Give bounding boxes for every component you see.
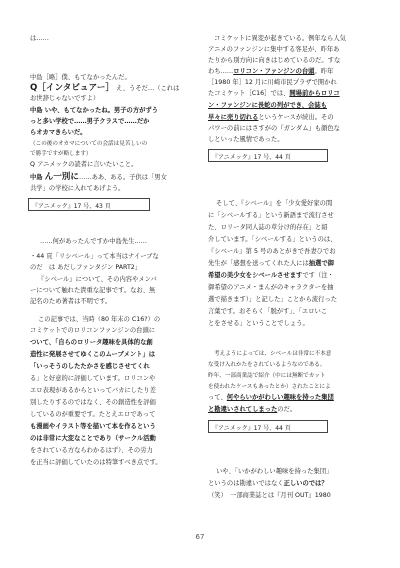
speaker-label: 中島 — [30, 174, 43, 181]
highlight-text: 開場前からロリコ — [289, 90, 340, 97]
emphasis-text: ん一別に — [44, 172, 79, 182]
paragraph-line: た、ロリータ同人誌の草分け的存在」と紹 — [208, 224, 328, 231]
editor-note: で勝手ですが略します） — [30, 151, 92, 157]
quote-line: パワーの前にはさすがの『ガンダム』も顔色な — [208, 125, 340, 132]
paragraph-line: ーについて触れた貴重な記事です。なお、無 — [30, 287, 156, 294]
paragraph-line: 御希望のアニメ・まんがのキャラクターを抽 — [208, 284, 334, 291]
paragraph-line: を正当に評価していたのは特筆すべき点です。 — [30, 459, 162, 466]
quote-line: 昨年、一部商業誌で紹介（中には無断でカット — [208, 373, 326, 379]
editor-note: （この後のオカマについての会話は見苦しいの — [30, 141, 148, 147]
paragraph-line: しているのが重要です。たとえエロであって — [30, 411, 156, 418]
paragraph-line: 造性に発展させてゆくこのムーブメント」は — [30, 351, 156, 358]
article-title: ・44 頁「リシベール」って本当はナイーブな — [30, 253, 159, 260]
question-label: Q［インタビュアー］ — [30, 83, 115, 93]
paragraph-line: 『シベール』について、その内容やメンバ — [38, 276, 157, 283]
interview-line: 中島［略］僕、もてなかったんだ。 — [30, 74, 131, 81]
paragraph-line: ついて、「自らのロリータ趣味を具体的な創 — [30, 339, 153, 346]
quote-line: たりから別方向に向きはじめているのだ。すな — [208, 57, 341, 64]
highlight-text: ロリコン・ファンジンの台頭 — [233, 68, 315, 75]
paragraph-line: をされている方ならわかるはず）、その労力 — [30, 447, 153, 454]
quote-line: しといった風情であった。 — [208, 136, 284, 143]
interview-line — [30, 84, 179, 93]
paragraph-line: この記事では、当時（80 年末の C16?）の — [38, 316, 161, 323]
interview-line: 共学」の学校に入れてあげよう。 — [30, 185, 125, 192]
paragraph-line: 先生が「感想を送ってくれた人には抽選で御 — [208, 260, 334, 267]
question-text: え、うそだ…（これは — [116, 85, 180, 92]
paragraph-line: 『シベール』第 5 号のあとがきで吾妻ひでお — [208, 248, 336, 255]
highlight-text: と勘違いされてしまった — [208, 406, 278, 413]
quote-line: を使われたケースもあったとか）されたことによ — [208, 384, 331, 390]
text-line: ……何があったんですか中島先生…… — [40, 238, 147, 245]
paragraph-line: 記名のため著者は不明です。 — [30, 298, 112, 305]
paragraph-line: 介しています。「シベールする」というのは、 — [208, 236, 337, 243]
paragraph-line: いや、「いかがわしい趣味を持った集団」 — [216, 468, 333, 475]
quote-line: って、何やらいかがわしい趣味を持った集団 — [208, 394, 334, 401]
quote-line: わち……ロリコン・ファンジンの台頭。昨年 — [208, 68, 334, 75]
paragraph-line: というのは勘違いではなく正しいのでは？ — [208, 480, 328, 487]
text-line: は…… — [30, 35, 49, 42]
quote-line: な受け入れかたをされているようなのである。 — [208, 362, 326, 368]
quote-line: ［1980 年］12 月に川崎市民プラザで開かれ — [208, 79, 337, 86]
body-text: ……ああ、ある。子供は「男女 — [79, 174, 167, 181]
paragraph-line: そして、『シベール』を「少女愛好家の間 — [216, 200, 333, 207]
source-citation: 『アニメック』17 号、43 頁 — [28, 198, 150, 211]
page-number: 67 — [195, 533, 205, 541]
quote-line: ン・ファンジンに長蛇の列ができ、会誌も — [208, 102, 327, 109]
paragraph-line: コミケットでのロリコンファンジンの台頭に — [30, 327, 156, 334]
source-citation: 『アニメック』17 号、44 頁 — [208, 149, 328, 162]
quote-line: アニメのファンジンに集中する客足が、昨年あ — [208, 46, 340, 53]
paragraph-line: も漫画やイラスト等を描いて本を作るという — [30, 423, 156, 430]
paragraph-line: とをさせる」ということでしょう。 — [208, 320, 309, 327]
source-citation: 『アニメック』17 号、44 頁 — [208, 420, 328, 433]
article-title: のだ は あだしファンタジン PART2」 — [30, 264, 142, 271]
paragraph-line: エロ表現があるからといってバカにしたり差 — [30, 387, 156, 394]
interview-line: 中島 いや、もてなかったね。男子の方がずう — [30, 107, 159, 114]
paragraph-line: 言葉です。おそらく「脱がす」、「エロいこ — [208, 308, 328, 315]
interview-line: Q アニメックの読者に言いたいこと。 — [30, 161, 138, 168]
interview-line: っと多い学校で……男子クラスで……だか — [30, 118, 150, 125]
paragraph-line: 「いっそうのしたたかさを感じさせてくれ — [30, 363, 150, 370]
paragraph-line: る」と好意的に評価しています。ロリコンや — [30, 375, 156, 382]
paragraph-line: （笑） 一部商業誌とは『月刊 OUT』1980 — [208, 492, 331, 499]
quote-line: たコミケット［C16］では、開場前からロリコ — [208, 90, 340, 97]
paragraph-line: 選で描きます）」と記した」ことから流行った — [208, 296, 338, 303]
interview-line — [30, 173, 167, 182]
highlight-text: 希望の美少女をシベールさせます — [208, 272, 303, 279]
paragraph-line: のは非常に大変なことであり（サークル活動 — [30, 435, 156, 442]
interview-line: らオカマきらいだ。 — [30, 129, 87, 136]
highlight-text: 早々に売り切れる — [208, 114, 259, 121]
quote-line: 考えようによっては、シベールは非常に不本意 — [214, 351, 332, 357]
interview-line: お世辞じゃないですよ） — [30, 95, 100, 102]
highlight-text: 正しいのでは？ — [283, 480, 328, 487]
paragraph-line: に「シベールする」という新語まで流行させ — [208, 212, 334, 219]
paragraph-line: 別したりするのではなく、その創造性を評価 — [30, 399, 156, 406]
quote-line: コミケットに異変が起きている。例年なら人気 — [214, 35, 346, 42]
quote-line: 早々に売り切れるというケースが続出。その — [208, 114, 334, 121]
highlight-text: 抽選で御 — [308, 260, 334, 267]
quote-line: と勘違いされてしまったのだ。 — [208, 406, 297, 413]
highlight-text: 何やらいかがわしい趣味を持った集団 — [226, 394, 334, 401]
paragraph-line: 希望の美少女をシベールさせますです（注・ — [208, 272, 334, 279]
